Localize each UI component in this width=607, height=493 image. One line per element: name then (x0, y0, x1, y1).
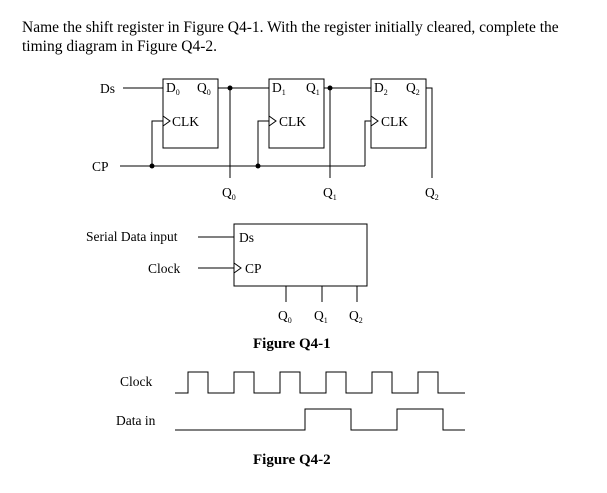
q0-junction-dot (228, 86, 233, 91)
timing-clock-label: Clock (120, 374, 153, 389)
figure2-caption: Figure Q4-2 (253, 452, 331, 468)
block-clk-triangle (234, 263, 241, 273)
clk0-triangle (163, 116, 170, 126)
cp-junction-dot-0 (150, 164, 155, 169)
clk2-triangle (371, 116, 378, 126)
ds-label: Ds (100, 81, 116, 96)
clk2-wire (365, 121, 371, 166)
block-q1-label: $Q_1$ (314, 308, 328, 325)
figure1-caption: Figure Q4-1 (253, 336, 331, 352)
q1-output-label: $Q_1$ (323, 185, 337, 202)
clock-waveform (175, 372, 465, 393)
ff2-d-label: $D_2$ (374, 80, 388, 97)
block-cp-label: CP (245, 261, 262, 276)
ff0-d-label: $D_0$ (166, 80, 180, 97)
q2-out-wire (426, 88, 432, 178)
question-text: Name the shift register in Figure Q4-1. With the register initially cleared, complete the timing diagram in Figure Q4-2. (22, 19, 559, 55)
cp-junction-dot-1 (256, 164, 261, 169)
timing-data-in-label: Data in (116, 413, 156, 428)
ff2-q-label: $Q_2$ (406, 80, 420, 97)
clk1-wire (258, 121, 269, 166)
serial-data-input-label: Serial Data input (86, 229, 178, 244)
block-clock-label: Clock (148, 261, 181, 276)
clk0-wire (152, 121, 163, 166)
cp-label: CP (92, 159, 109, 174)
clk1-triangle (269, 116, 276, 126)
block-q0-label: $Q_0$ (278, 308, 292, 325)
ff1-d-label: $D_1$ (272, 80, 286, 97)
ff0-clk-label: CLK (172, 114, 199, 129)
block-q2-label: $Q_2$ (349, 308, 363, 325)
q1-junction-dot (328, 86, 333, 91)
data-in-waveform (175, 409, 465, 430)
ff1-clk-label: CLK (279, 114, 306, 129)
q2-output-label: $Q_2$ (425, 185, 439, 202)
ff2-clk-label: CLK (381, 114, 408, 129)
q0-output-label: $Q_0$ (222, 185, 236, 202)
ff1-q-label: $Q_1$ (306, 80, 320, 97)
block-ds-label: Ds (239, 230, 255, 245)
ff0-q-label: $Q_0$ (197, 80, 211, 97)
